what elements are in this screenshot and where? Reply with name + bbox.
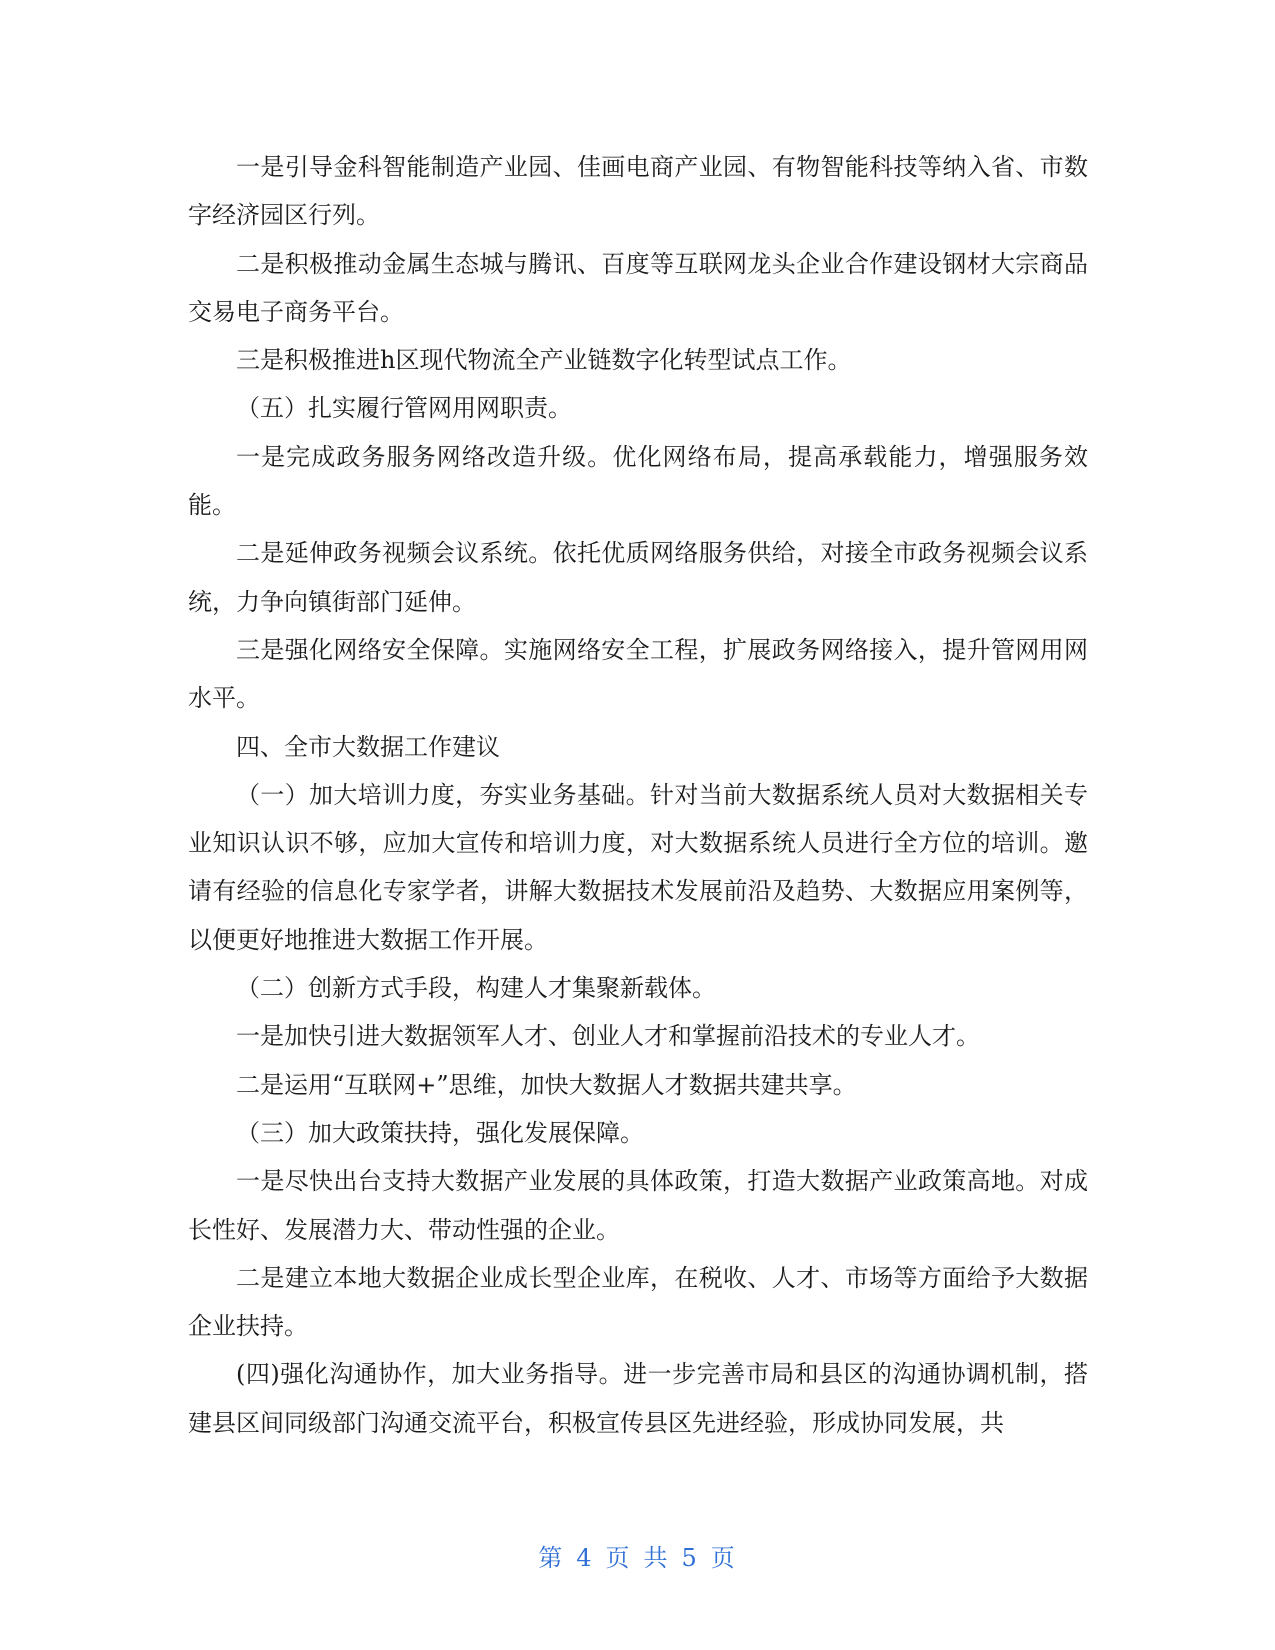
- footer-prefix: 第: [538, 1544, 565, 1572]
- paragraph-2: 二是积极推动金属生态城与腾讯、百度等互联网龙头企业合作建设钢材大宗商品交易电子商务平台。: [188, 249, 1088, 326]
- footer-total-word: 共: [643, 1544, 670, 1572]
- paragraph-16: (四)强化沟通协作，加大业务指导。进一步完善市局和县区的沟通协调机制，搭建县区间同级部门沟通交流平台，积极宣传县区先进经验，形成协同发展，共: [188, 1360, 1088, 1437]
- paragraph-12: 二是运用“互联网+”思维，加快大数据人才数据共建共享。: [236, 1070, 857, 1099]
- document-body: [188, 143, 1088, 1447]
- subsection-heading-3: （三）加大政策扶持，强化发展保障。: [236, 1118, 644, 1147]
- section-heading-5: （五）扎实履行管网用网职责。: [236, 394, 572, 423]
- paragraph-15: 二是建立本地大数据企业成长型企业库，在税收、人才、市场等方面给予大数据企业扶持。: [188, 1263, 1088, 1341]
- paragraph-3: 三是积极推进h区现代物流全产业链数字化转型试点工作。: [236, 346, 852, 375]
- paragraph-7: 三是强化网络安全保障。实施网络安全工程，扩展政务网络接入，提升管网用网水平。: [188, 635, 1088, 713]
- section-heading-4: 四、全市大数据工作建议: [236, 732, 500, 761]
- subsection-heading-2: （二）创新方式手段，构建人才集聚新载体。: [236, 974, 716, 1003]
- footer-total-pages: 5: [681, 1544, 699, 1572]
- paragraph-6: 二是延伸政务视频会议系统。依托优质网络服务供给，对接全市政务视频会议系统，力争向镇街部门延伸。: [188, 539, 1088, 616]
- paragraph-9: （一）加大培训力度，夯实业务基础。针对当前大数据系统人员对大数据相关专业知识认识不够，应加大宣传和培训力度，对大数据系统人员进行全方位的培训。邀请有经验的信息化专家学者，讲解大数据技术发展前沿及趋势、大数据应用案例等，以便更好地推进大数据工作开展。: [188, 780, 1088, 954]
- paragraph-5: 一是完成政务服务网络改造升级。优化网络布局，提高承载能力，增强服务效能。: [188, 442, 1088, 520]
- paragraph-11: 一是加快引进大数据领军人才、创业人才和掌握前沿技术的专业人才。: [236, 1022, 980, 1051]
- paragraph-14: 一是尽快出台支持大数据产业发展的具体政策，打造大数据产业政策高地。对成长性好、发展潜力大、带动性强的企业。: [188, 1167, 1088, 1244]
- page-footer: [0, 1538, 1275, 1573]
- footer-suffix: 页: [710, 1544, 737, 1572]
- paragraph-1: 一是引导金科智能制造产业园、佳画电商产业园、有物智能科技等纳入省、市数字经济园区行列。: [188, 153, 1088, 230]
- footer-page-number: 4: [576, 1544, 594, 1572]
- footer-page-word: 页: [605, 1544, 632, 1572]
